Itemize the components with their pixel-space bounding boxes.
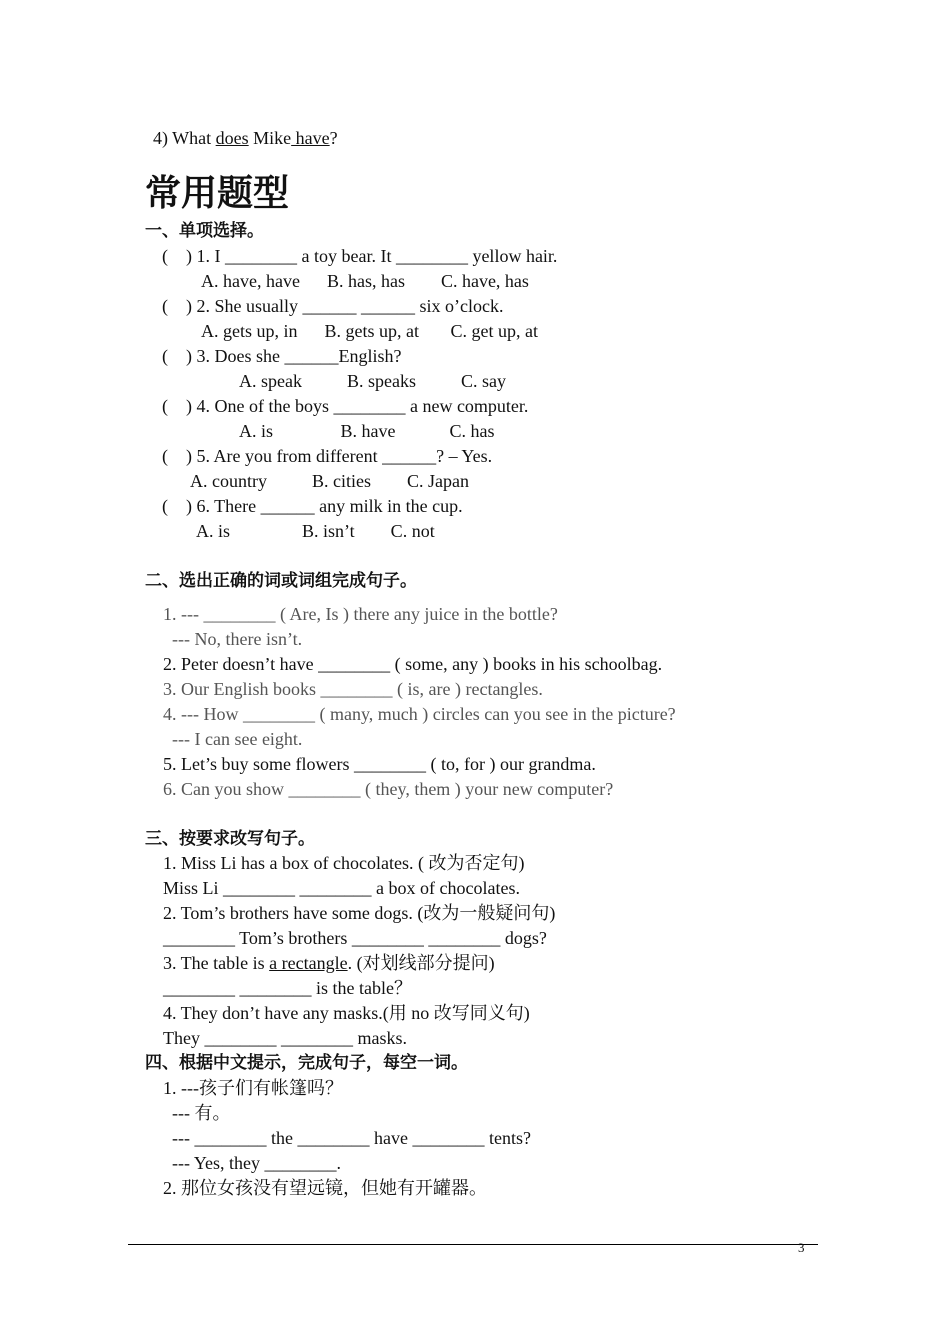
s3-line-2: Miss Li ________ ________ a box of chocolates.	[163, 878, 520, 898]
page-number: 3	[798, 1240, 805, 1255]
s4-line-3: --- ________ the ________ have ________ tents?	[172, 1128, 531, 1148]
s4-line-1: 1. ---孩子们有帐篷吗？	[163, 1078, 343, 1098]
s1-q1: ( ) 1. I ________ a toy bear. It ________ yellow hair.	[162, 246, 558, 266]
s4-line-2: --- 有。	[172, 1103, 231, 1123]
footer-divider	[128, 1244, 818, 1245]
s4-heading: 四、根据中文提示，完成句子，每空一词。	[145, 1053, 468, 1073]
s3-line-3: 2. Tom’s brothers have some dogs. (改为一般疑问句)	[163, 903, 556, 923]
s1-q4: ( ) 4. One of the boys ________ a new computer.	[162, 396, 529, 416]
s2-line-5: 4. --- How ________ ( many, much ) circles can you see in the picture?	[163, 704, 676, 724]
s2-line-3: 2. Peter doesn’t have ________ ( some, any ) books in his schoolbag.	[163, 654, 663, 674]
s1-q2: ( ) 2. She usually ______ ______ six o’clock.	[162, 296, 504, 316]
s3-line-8: They ________ ________ masks.	[163, 1028, 407, 1048]
s2-line-1: 1. --- ________ ( Are, Is ) there any juice in the bottle?	[163, 604, 558, 624]
s4-line-4: --- Yes, they ________.	[172, 1153, 341, 1173]
s2-heading: 二、选出正确的词或词组完成句子。	[145, 571, 417, 591]
s3-heading: 三、按要求改写句子。	[145, 829, 315, 849]
s1-q5: ( ) 5. Are you from different ______? – Yes.	[162, 446, 493, 466]
s1-q5-options: A. country B. cities C. Japan	[190, 471, 469, 491]
s1-q3: ( ) 3. Does she ______English?	[162, 346, 402, 366]
s3-line-5: 3. The table is a rectangle. (对划线部分提问)	[163, 953, 495, 973]
s2-line-6: --- I can see eight.	[172, 729, 303, 749]
s2-line-8: 6. Can you show ________ ( they, them ) your new computer?	[163, 779, 614, 799]
s3-line-4: ________ Tom’s brothers ________ ________ dogs?	[163, 928, 547, 948]
s1-q4-options: A. is B. have C. has	[239, 421, 495, 441]
s4-line-5: 2. 那位女孩没有望远镜，但她有开罐器。	[163, 1178, 487, 1198]
s3-line-6: ________ ________ is the table？	[163, 978, 412, 998]
s2-line-7: 5. Let’s buy some flowers ________ ( to, for ) our grandma.	[163, 754, 596, 774]
s1-q2-options: A. gets up, in B. gets up, at C. get up, at	[201, 321, 538, 341]
s2-line-2: --- No, there isn’t.	[172, 629, 303, 649]
s1-q6: ( ) 6. There ______ any milk in the cup.	[162, 496, 463, 516]
section-title: 常用题型	[145, 173, 290, 214]
s1-q6-options: A. is B. isn’t C. not	[196, 521, 435, 541]
s1-heading: 一、单项选择。	[145, 221, 264, 241]
s2-line-4: 3. Our English books ________ ( is, are ) rectangles.	[163, 679, 543, 699]
s3-line-1: 1. Miss Li has a box of chocolates. ( 改为否定句)	[163, 853, 525, 873]
question-4-line: 4) What does Mike have?	[153, 128, 338, 148]
s1-q3-options: A. speak B. speaks C. say	[239, 371, 506, 391]
s1-q1-options: A. have, have B. has, has C. have, has	[201, 271, 529, 291]
s3-line-7: 4. They don’t have any masks.(用 no 改写同义句)	[163, 1003, 530, 1023]
